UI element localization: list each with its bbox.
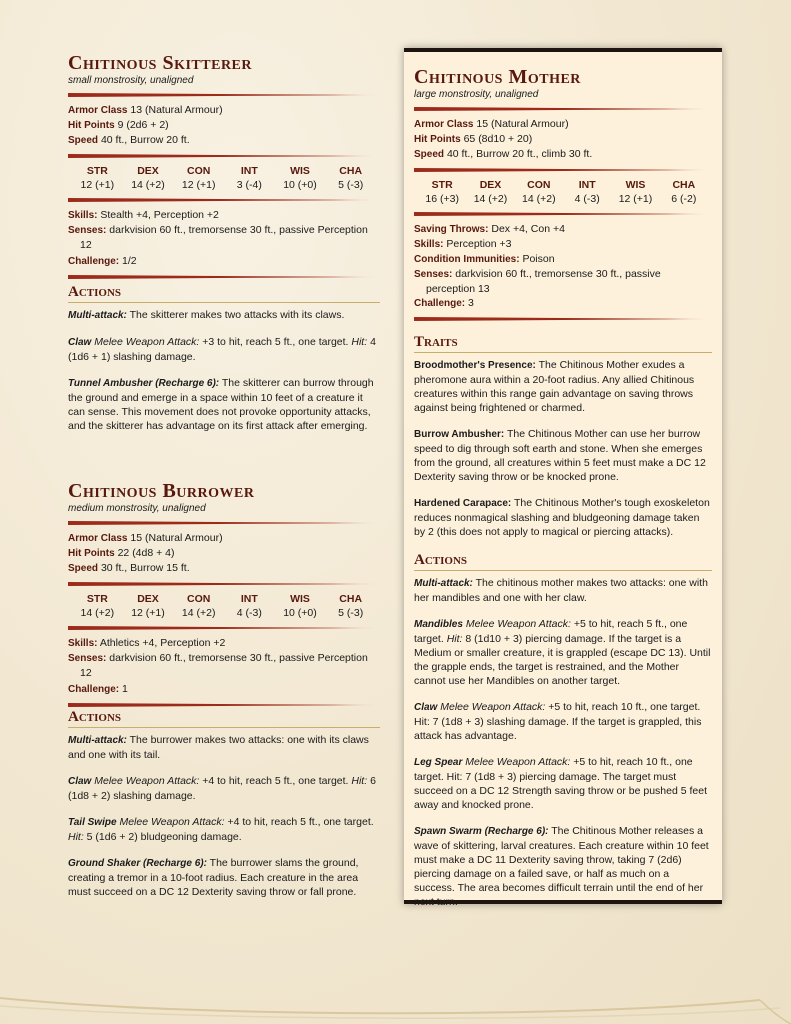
speed: Speed 30 ft., Burrow 15 ft. — [68, 562, 190, 574]
stat-value: 6 (-2) — [671, 193, 697, 205]
senses: Senses: darkvision 60 ft., tremorsense 30 ft., passive Perception 12 — [68, 652, 368, 679]
stat-value: 10 (+0) — [283, 179, 317, 191]
stat-value: 3 (-4) — [236, 179, 262, 191]
divider — [68, 703, 380, 707]
stat-label: CHA — [339, 165, 363, 177]
stat-label: DEX — [479, 179, 502, 191]
stat-block-burrower — [68, 480, 380, 713]
saving-throws: Saving Throws: Dex +4, Con +4 — [414, 223, 565, 235]
stat-value: 14 (+2) — [80, 607, 115, 619]
divider — [414, 107, 712, 111]
action-entry: Claw Melee Weapon Attack: +3 to hit, reach 5 ft., one target. Hit: 4 (1d6 + 1) slashing damage. — [68, 336, 376, 363]
challenge: Challenge: 1/2 — [68, 255, 137, 267]
stat-label: INT — [240, 593, 258, 605]
stat-label: DEX — [137, 165, 159, 177]
section-heading: Actions — [68, 283, 380, 303]
speed: Speed 40 ft., Burrow 20 ft. — [68, 134, 190, 146]
stat-value: 12 (+1) — [618, 193, 653, 205]
action-entry: Multi-attack: The skitterer makes two attacks with its claws. — [68, 309, 345, 321]
divider — [68, 275, 380, 279]
stat-label: INT — [578, 179, 596, 191]
stat-label: STR — [86, 165, 108, 177]
condition-immunities: Condition Immunities: Poison — [414, 253, 555, 265]
challenge: Challenge: 1 — [68, 683, 128, 695]
monster-name: Chitinous Burrower — [68, 480, 255, 502]
stat-label: STR — [431, 179, 453, 191]
action-entry: Multi-attack: The burrower makes two attacks: one with its claws and one with its tail. — [68, 734, 369, 761]
stat-value: 12 (+1) — [181, 179, 216, 191]
stat-value: 5 (-3) — [338, 179, 364, 191]
stat-label: WIS — [290, 165, 310, 177]
speed: Speed 40 ft., Burrow 20 ft., climb 30 ft. — [414, 148, 593, 160]
stat-label: CON — [186, 165, 211, 177]
ability-scores — [72, 164, 376, 192]
stat-label: WIS — [625, 179, 646, 191]
stat-value: 10 (+0) — [283, 607, 317, 619]
divider — [68, 521, 380, 525]
trait-entry: Burrow Ambusher: The Chitinous Mother can use her burrow speed to dig through soft earth and stone. When she emerges from the ground, all creatures within 5 feet must make a DC 12 Dexterity saving throw or be knocked prone. — [414, 428, 706, 483]
stat-value: 12 (+1) — [80, 179, 115, 191]
skills: Skills: Perception +3 — [414, 238, 512, 250]
skills: Skills: Athletics +4, Perception +2 — [68, 637, 226, 649]
ability-scores — [418, 178, 708, 206]
monster-name: Chitinous Skitterer — [68, 52, 252, 74]
action-entry: Ground Shaker (Recharge 6): The burrower slams the ground, creating a tremor in a 10-foot radius. Each creature in the area must succeed on a DC 12 Dexterity saving throw or fall prone. — [68, 857, 359, 898]
stat-label: INT — [240, 165, 258, 177]
action-entry: Claw Melee Weapon Attack: +4 to hit, reach 5 ft., one target. Hit: 6 (1d8 + 2) slashing damage. — [68, 775, 376, 802]
stat-value: 5 (-3) — [338, 607, 364, 619]
stat-block-skitterer — [68, 52, 380, 285]
senses: Senses: darkvision 60 ft., tremorsense 30 ft., passive perception 13 — [414, 268, 661, 295]
divider — [68, 626, 380, 630]
stat-label: DEX — [137, 593, 159, 605]
ability-scores — [72, 592, 376, 620]
monster-type: medium monstrosity, unaligned — [68, 503, 206, 514]
divider — [414, 317, 712, 321]
monster-type: small monstrosity, unaligned — [68, 75, 194, 86]
action-entry: Tail Swipe Melee Weapon Attack: +4 to hit, reach 5 ft., one target. Hit: 5 (1d6 + 2) bludgeoning damage. — [68, 816, 374, 843]
stat-value: 4 (-3) — [574, 193, 600, 205]
senses: Senses: darkvision 60 ft., tremorsense 30 ft., passive Perception 12 — [68, 224, 368, 251]
stat-block-frame — [404, 48, 722, 908]
divider — [68, 154, 380, 158]
hit-points: Hit Points 22 (4d8 + 4) — [68, 547, 175, 559]
hit-points: Hit Points 9 (2d6 + 2) — [68, 119, 169, 131]
armor-class: Armor Class 13 (Natural Armour) — [68, 104, 223, 116]
stat-value: 16 (+3) — [425, 193, 459, 205]
action-entry: Tunnel Ambusher (Recharge 6): The skitterer can burrow through the ground and emerge in a space within 10 feet of a creature it can sense. This movement does not provoke opportunity attacks, and the skitterer has advantage on its first attack after emerging. — [68, 377, 374, 432]
divider — [414, 212, 712, 216]
section-heading: Actions — [68, 708, 380, 728]
action-entry: Mandibles Melee Weapon Attack: +5 to hit, reach 5 ft., one target. Hit: 8 (1d10 + 3) piercing damage. If the target is a Medium or smaller creature, it is grappled (escape DC 13). Until the grapple ends, the target is restrained, and the Mother cannot use her Mandibles on another target. — [414, 618, 711, 687]
stat-label: CON — [527, 179, 551, 191]
stat-value: 12 (+1) — [131, 607, 165, 619]
stat-value: 4 (-3) — [236, 607, 262, 619]
monster-name: Chitinous Mother — [414, 66, 581, 88]
armor-class: Armor Class 15 (Natural Armour) — [68, 532, 223, 544]
section-heading: Actions — [414, 551, 712, 571]
actions-skitterer — [68, 283, 380, 433]
action-entry: Claw Melee Weapon Attack: +5 to hit, reach 10 ft., one target. Hit: 7 (1d8 + 3) slashing damage. If the target is grappled, this attack has advantage. — [414, 701, 702, 742]
stat-value: 14 (+2) — [473, 193, 508, 205]
stat-label: CHA — [672, 179, 696, 191]
stat-value: 14 (+2) — [131, 179, 165, 191]
stat-value: 14 (+2) — [522, 193, 556, 205]
stat-label: STR — [86, 593, 108, 605]
action-entry: Leg Spear Melee Weapon Attack: +5 to hit, reach 10 ft., one target. Hit: 7 (1d8 + 3) piercing damage. The target must succeed on a DC 12 Strength saving throw or be pushed 5 feet away and knocked prone. — [414, 756, 708, 811]
action-entry: Multi-attack: The chitinous mother makes two attacks: one with her mandibles and one with her claw. — [414, 577, 708, 604]
section-heading: Traits — [414, 333, 712, 353]
divider — [68, 198, 380, 202]
hit-points: Hit Points 65 (8d10 + 20) — [414, 133, 533, 145]
footer-ornament — [0, 988, 791, 1024]
stat-block-mother — [414, 52, 712, 909]
monster-type: large monstrosity, unaligned — [414, 89, 539, 100]
actions-burrower — [68, 708, 380, 899]
divider — [68, 93, 380, 97]
divider — [68, 582, 380, 586]
stat-label: CHA — [339, 593, 363, 605]
skills: Skills: Stealth +4, Perception +2 — [68, 209, 219, 221]
divider — [414, 168, 712, 172]
trait-entry: Hardened Carapace: The Chitinous Mother's tough exoskeleton reduces nonmagical slashing and bludgeoning damage taken by 2 (this does not apply to magical or piercing attacks). — [414, 497, 710, 538]
challenge: Challenge: 3 — [414, 297, 474, 309]
stat-value: 14 (+2) — [181, 607, 216, 619]
stat-label: CON — [186, 593, 211, 605]
action-entry: Spawn Swarm (Recharge 6): The Chitinous Mother releases a wave of skittering, larval creatures. Each creature within 10 feet must make a DC 11 Dexterity saving throw, taking 7 (2d6) piercing damage on a failed save, or half as much on a success. The area becomes difficult terrain until the end of her next turn. — [414, 825, 709, 908]
armor-class: Armor Class 15 (Natural Armour) — [414, 118, 569, 130]
trait-entry: Broodmother's Presence: The Chitinous Mother exudes a pheromone aura within a 20-foot radius. Any allied Chitinous creatures within this range gain advantage on saving throws against being frightened or charmed. — [414, 359, 695, 414]
stat-label: WIS — [290, 593, 310, 605]
